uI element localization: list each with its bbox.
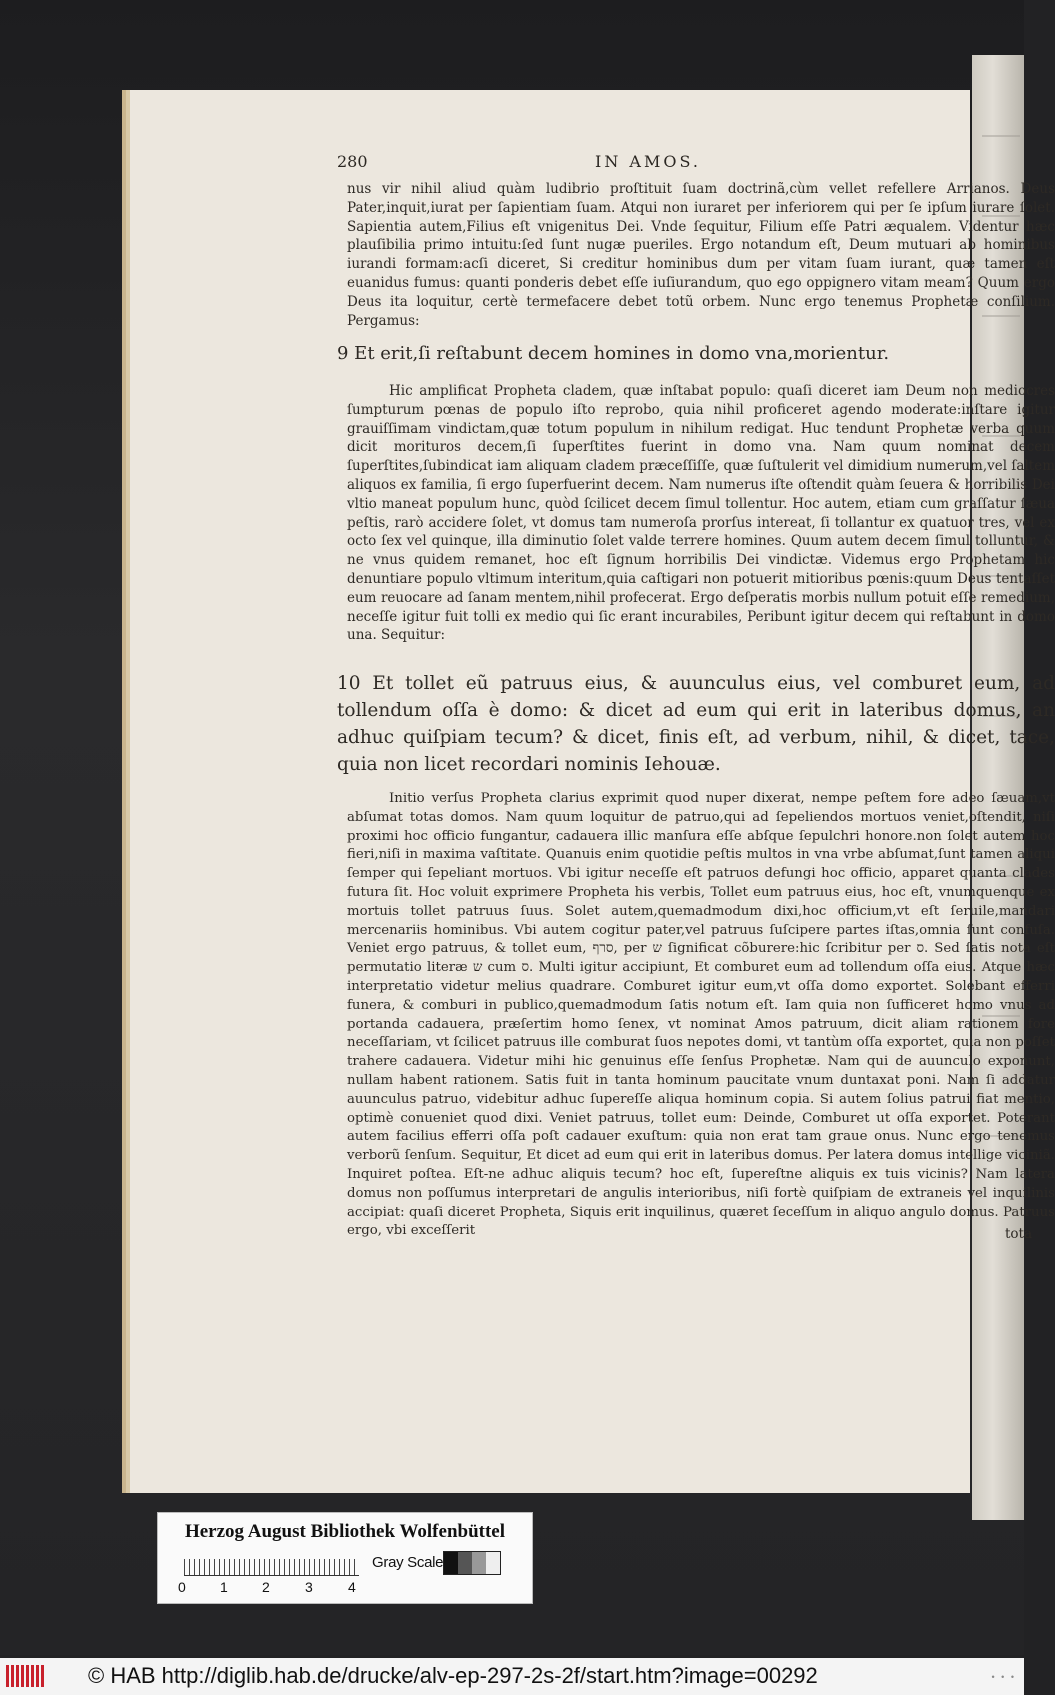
ruler-number: 4 xyxy=(348,1579,356,1595)
source-url-link[interactable]: © HAB http://diglib.hab.de/drucke/alv-ep-297-2s-2f/start.htm?image=00292 xyxy=(88,1663,818,1688)
footer-dots: • • • xyxy=(991,1672,1016,1682)
grayscale-label: Gray Scale xyxy=(372,1554,444,1571)
verse-9-heading: 9 Et erit,ſi reſtabunt decem homines in domo vna,morientur. xyxy=(337,343,890,364)
ghost-text-line xyxy=(982,135,1020,137)
verse-10-heading: 10 Et tollet eũ patruus eius, & auunculus eius, vel comburet eum, ad tollendum oſſa è domo: & dicet ad eum qui erit in lateribus domus, an adhuc quiſpiam tecum? & dicet, finis eſt, ad verbum, nihil, & dicet, tace, quia non licet recordari nominis Iehouæ. xyxy=(337,673,1055,775)
hab-barcode-logo-icon xyxy=(6,1665,46,1687)
commentary-paragraph: Initio verſus Propheta clarius exprimit quod nuper dixerat, nempe peſtem fore adeo ſæuam,vt abſumat totas domos. Nam quum loquitur de patruo,qui ad ſepeliendos mortuos veniet,oſtendit, niſi proximi hoc officio fungantur, cadauera illic manſura eſſe abſque ſepulchri honore.non ſolet autem hoc fieri,niſi in maxima vaſtitate. Quanuis enim quotidie peſtis multos in vna vrbe abſumat,ſunt tamen aliqui ſemper qui ſepeliant mortuos. Vbi igitur neceſſe eſt patruos defungi hoc officio, apparet quanta clades futura ſit. Hoc voluit exprimere Propheta his verbis, Tollet eum patruus eius, hoc eſt, vnumquenque ex mortuis tollet patruus ſuus. Solet autem,quemadmodum dixi,hoc officium,vt eſt ſeruile,mandari mercenariis hominibus. Vbi autem cogitur pater,vel patruus ſuſcipere partes iſtas,omnia ſunt confuſa. Veniet ergo patruus, & tollet eum, סרף, per ש ſignificat cõburere:hic ſcribitur per ס. Sed ſatis nota eſt permutatio literæ ש cum ס. Multi igitur accipiunt, Et comburet eum ad tollendum oſſa eius. Atque hæc interpretatio videtur melius quadrare. Comburet igitur eum,vt oſſa domo exportet. Solebant efferri funera, & comburi in publico,quemadmodum ſatis notum eſt. Iam quia non ſufficeret homo vnus ad portanda cadauera, præſertim homo ſenex, vt nominat Amos patruum, dicit aliam rationem fore neceſſariam, vt ſcilicet patruus ille comburat ſuos nepotes domi, vt tantùm oſſa exportet, quia non poſſet trahere cadauera. Videtur mihi hic genuinus eſſe ſenſus Prophetæ. Nam qui de auunculo exponunt, nullam habent rationem. Satis fuit in tanta hominum paucitate vnum duntaxat poni. Nam ſi addatur auunculus patruo, videbitur adhuc ſupereſſe aliqua hominum copia. Si autem ſolius patrui fiat mentio, optimè conueniet quod dixi. Veniet patruus, tollet eum: Deinde, Comburet ut oſſa exportet. Poterant autem facilius efferri oſſa poſt cadauer exuſtum: quia non erat tam graue onus. Nunc ergo tenemus verborũ ſenſum. Sequitur, Et dicet ad eum qui erit in lateribus domus. Per latera domus intellige viciniã. Inquiret poſtea. Eſt-ne adhuc aliquis tecum? hoc eſt, ſupereſtne aliquis ex tuis vicinis? Nam latera domus non poſſumus interpretari de angulis interioribus, niſi fortè quiſpiam de extraneis vel inquilinis accipiat: quaſi diceret Propheta, Siquis erit inquilinus, quæret ſeceſſum in aliquo angulo domus. Patruus ergo, vbi exceſſerit xyxy=(347,791,1055,1239)
measurement-ruler xyxy=(184,1551,359,1576)
color-scale-card xyxy=(157,1512,533,1604)
page-number: 280 xyxy=(337,152,368,171)
ruler-numbers xyxy=(178,1579,368,1597)
commentary-paragraph: nus vir nihil aliud quàm ludibrio proſtituit ſuam doctrinã,cùm vellet refellere Arrianos. Deus Pater,inquit,iurat per ſapientiam ſuam. Atqui non iuraret per inferiorem qui per ſe ipſum iurare ſolet. Sapientia autem,Filius eſt vnigenitus Dei. Vnde ſequitur, Filium eſſe Patri æqualem. Videntur hæc plauſibilia primo intuitu:ſed ſunt nugæ pueriles. Ergo notandum eſt, Deum mutuari ab hominibus iurandi formam:acſi diceret, Si creditur hominibus dum per vitam ſuam iurant, quæ tamen eſt euanidus fumus: quanti ponderis debet eſſe iuſiurandum, quo ego oppignero vitam meam? Quum ergo Deus ita loquitur, certè termefacere debet totũ orbem. Nunc ergo tenemus Prophetæ conſilium. Pergamus: xyxy=(347,181,1055,329)
ruler-number: 0 xyxy=(178,1579,186,1595)
commentary-paragraph: Hic amplificat Propheta cladem, quæ inſtabat populo: quaſi diceret iam Deum non mediocres ſumpturum pœnas de populo iſto reprobo, quia nihil proficeret agendo moderate:inſtare igitur grauiſſimam vindictam,quæ totum populum in nihilum redigat. Huc tendunt Prophetæ verba quum dicit morituros decem,ſi ſuperſtites fuerint in domo vna. Nam quum nominat decem ſuperſtites,ſubindicat iam aliquam cladem præceſſiſſe, quæ ſuſtulerit vel dimidium numerum,vel ſaltem aliquos ex familia, ſi ergo ſuperfuerint decem. Nam numerus iſte oſtendit quàm ſeuera & horribilis Dei vltio maneat populum hunc, quòd ſcilicet decem ſimul tollentur. Hoc autem, etiam cum graſſatur ſæua peſtis, rarò accidere ſolet, vt domus tam numeroſa prorſus intereat, ſi tollantur ex quatuor tres, vel ex octo ſex vel quinque, illa diminutio ſolet valde terrere homines. Quum autem decem ſimul tolluntur, & ne vnus quidem remanet, hoc eſt ſignum horribilis Dei vindictæ. Videmus ergo Prophetam hic denuntiare populo vltimum interitum,quia caſtigari non potuerit mitioribus pœnis:quum Deus tentaſſet eum reuocare ad ſanam mentem,nihil profecerat. Ergo deſperatis morbis nullum potuit eſſe remedium, neceſſe igitur fuit tolli ex medio qui ſic erant incurabiles, Peribunt igitur decem qui reſtabunt in domo una. Sequitur: xyxy=(347,383,1055,644)
library-name: Herzog August Bibliothek Wolfenbüttel xyxy=(184,1521,506,1542)
ruler-number: 3 xyxy=(305,1579,313,1595)
ruler-number: 1 xyxy=(220,1579,228,1595)
ruler-number: 2 xyxy=(262,1579,270,1595)
grayscale-swatch xyxy=(443,1551,501,1575)
running-head-title: IN AMOS. xyxy=(595,152,701,171)
running-head xyxy=(130,152,970,176)
book-page xyxy=(130,90,1055,1493)
catchword: tota xyxy=(1005,1226,1033,1242)
footer-bar xyxy=(0,1658,1024,1695)
